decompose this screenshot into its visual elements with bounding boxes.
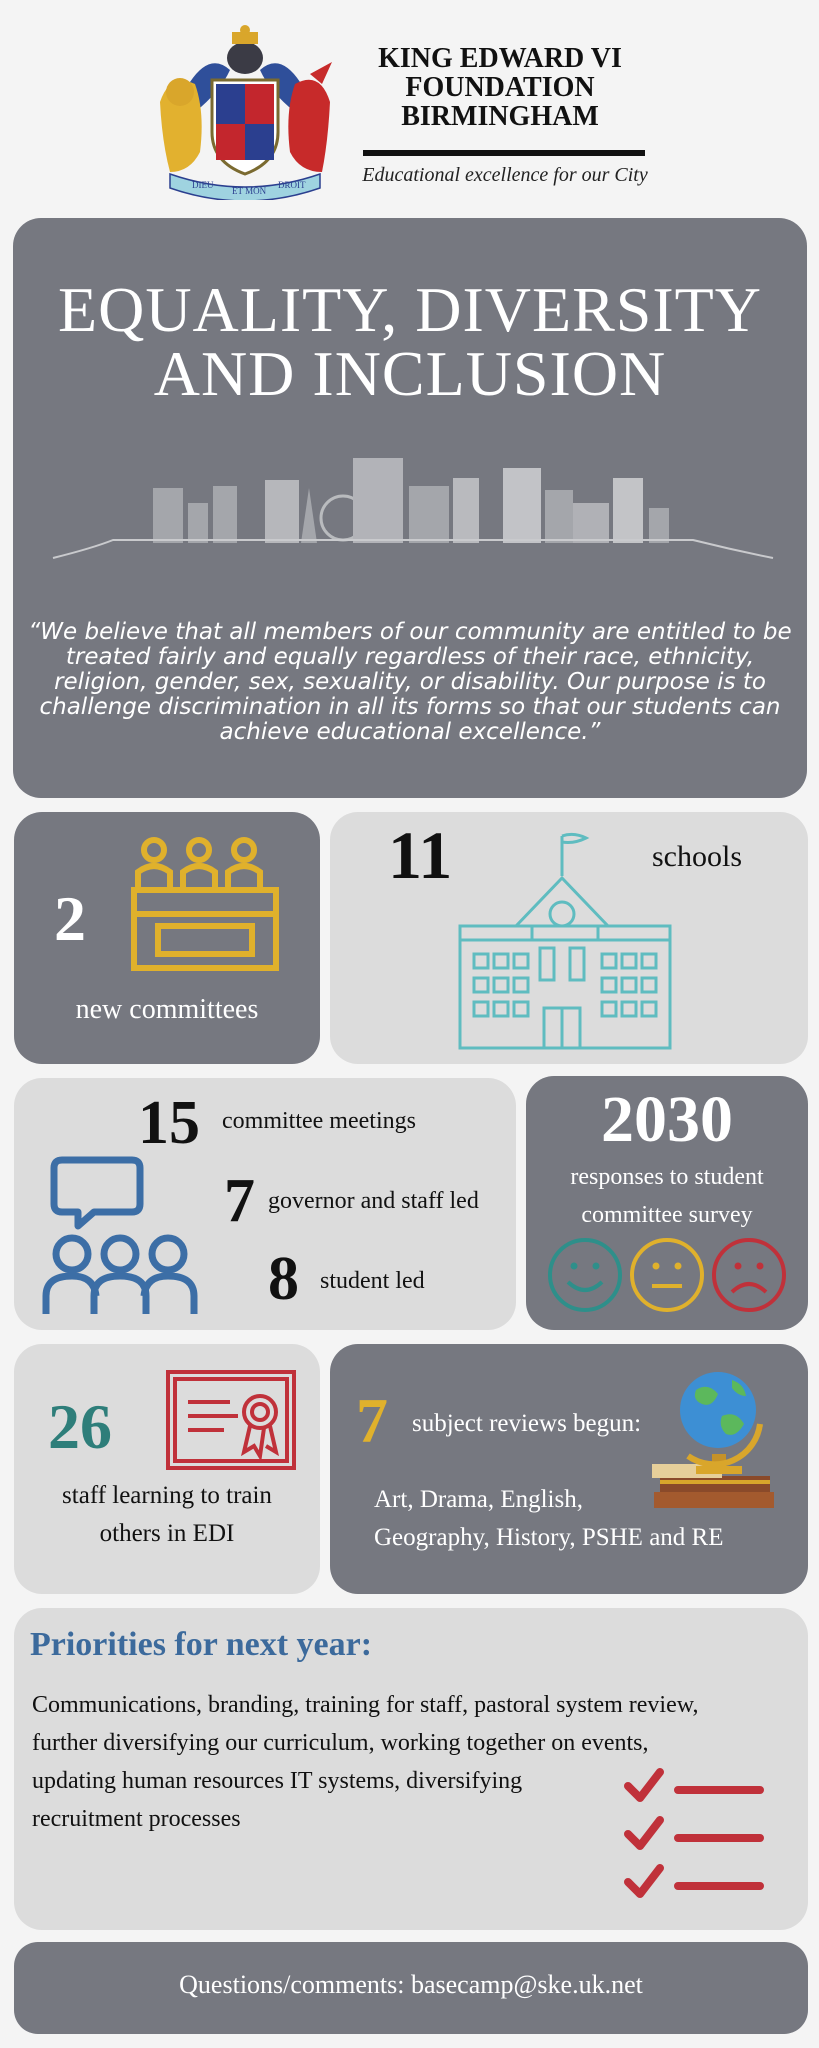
priorities-line-2: further diversifying our curriculum, working together on events, — [32, 1730, 649, 1756]
org-name-line-3: BIRMINGHAM — [401, 101, 599, 132]
schools-label: schools — [652, 840, 742, 873]
hero-title-line-2: AND INCLUSION — [153, 338, 667, 409]
meetings-card — [14, 1078, 516, 1330]
meetings-total-value: 15 — [138, 1089, 200, 1157]
neutral-face-icon — [628, 1236, 706, 1314]
svg-text:ET MON — [232, 186, 267, 196]
happy-face-icon — [546, 1236, 624, 1314]
motto-word-2: ET MON — [232, 186, 267, 196]
hero-card — [13, 218, 807, 798]
priorities-line-1: Communications, branding, training for staff, pastoral system review, — [32, 1692, 699, 1718]
sad-face-icon — [710, 1236, 788, 1314]
hero-title-line-1: EQUALITY, DIVERSITY — [58, 274, 762, 345]
training-card — [14, 1344, 320, 1594]
training-label-line-1: staff learning to train — [62, 1482, 272, 1509]
tagline: Educational excellence for our City — [362, 164, 648, 186]
checklist-icon — [620, 1760, 770, 1910]
org-name — [355, 44, 645, 131]
training-value: 26 — [48, 1391, 112, 1462]
header-divider — [363, 150, 645, 156]
committees-card — [14, 812, 320, 1064]
priorities-heading: Priorities for next year: — [30, 1626, 373, 1663]
org-name-line-2: FOUNDATION — [405, 72, 595, 103]
meetings-student-value: 8 — [268, 1245, 299, 1313]
hero-quote: “We believe that all members of our community are entitled to be treated fairly and equally regardless of their race, ethnicity, religion, gender, sex, sexuality, or disability. Our purpose is to challenge discrimination in all its forms so that our students can achieve educational excellence.” — [28, 619, 792, 745]
hero-title — [13, 274, 807, 409]
priorities-line-4: recruitment processes — [32, 1806, 241, 1832]
footer-contact: Questions/comments: basecamp@ske.uk.net — [179, 1970, 643, 1999]
footer-bar — [14, 1942, 808, 2034]
globe-books-icon — [652, 1364, 782, 1512]
org-name-line-1: KING EDWARD VI — [378, 43, 622, 74]
survey-label-line-1: responses to student — [570, 1164, 764, 1190]
committees-value: 2 — [54, 883, 86, 954]
committee-table-icon — [114, 830, 294, 990]
reviews-card — [330, 1344, 808, 1594]
meetings-governor-value: 7 — [224, 1167, 255, 1235]
committees-label: new committees — [75, 994, 259, 1025]
meetings-governor-label: governor and staff led — [268, 1188, 479, 1214]
training-label-line-2: others in EDI — [99, 1520, 235, 1547]
school-building-icon — [454, 830, 684, 1056]
reviews-subjects-line-1: Art, Drama, English, — [374, 1486, 583, 1513]
schools-value: 11 — [388, 817, 453, 893]
motto-word-1: DIEU — [192, 180, 214, 190]
reviews-value: 7 — [356, 1385, 388, 1456]
survey-value: 2030 — [601, 1083, 733, 1156]
crest-logo — [150, 22, 340, 200]
reviews-subjects-line-2: Geography, History, PSHE and RE — [374, 1524, 724, 1551]
meetings-student-label: student led — [320, 1268, 425, 1294]
meeting-people-icon — [32, 1150, 208, 1318]
motto-word-3: DROIT — [278, 180, 306, 190]
meetings-total-label: committee meetings — [222, 1108, 416, 1134]
city-skyline-illustration — [13, 448, 807, 563]
reviews-label: subject reviews begun: — [412, 1410, 642, 1437]
survey-card — [526, 1076, 808, 1330]
priorities-card — [14, 1608, 808, 1930]
certificate-icon — [164, 1368, 298, 1472]
schools-card — [330, 812, 808, 1064]
priorities-line-3: updating human resources IT systems, diversifying — [32, 1768, 523, 1794]
svg-text:DROIT — [278, 180, 306, 190]
svg-text:DIEU — [192, 180, 214, 190]
survey-label-line-2: committee survey — [581, 1202, 753, 1228]
